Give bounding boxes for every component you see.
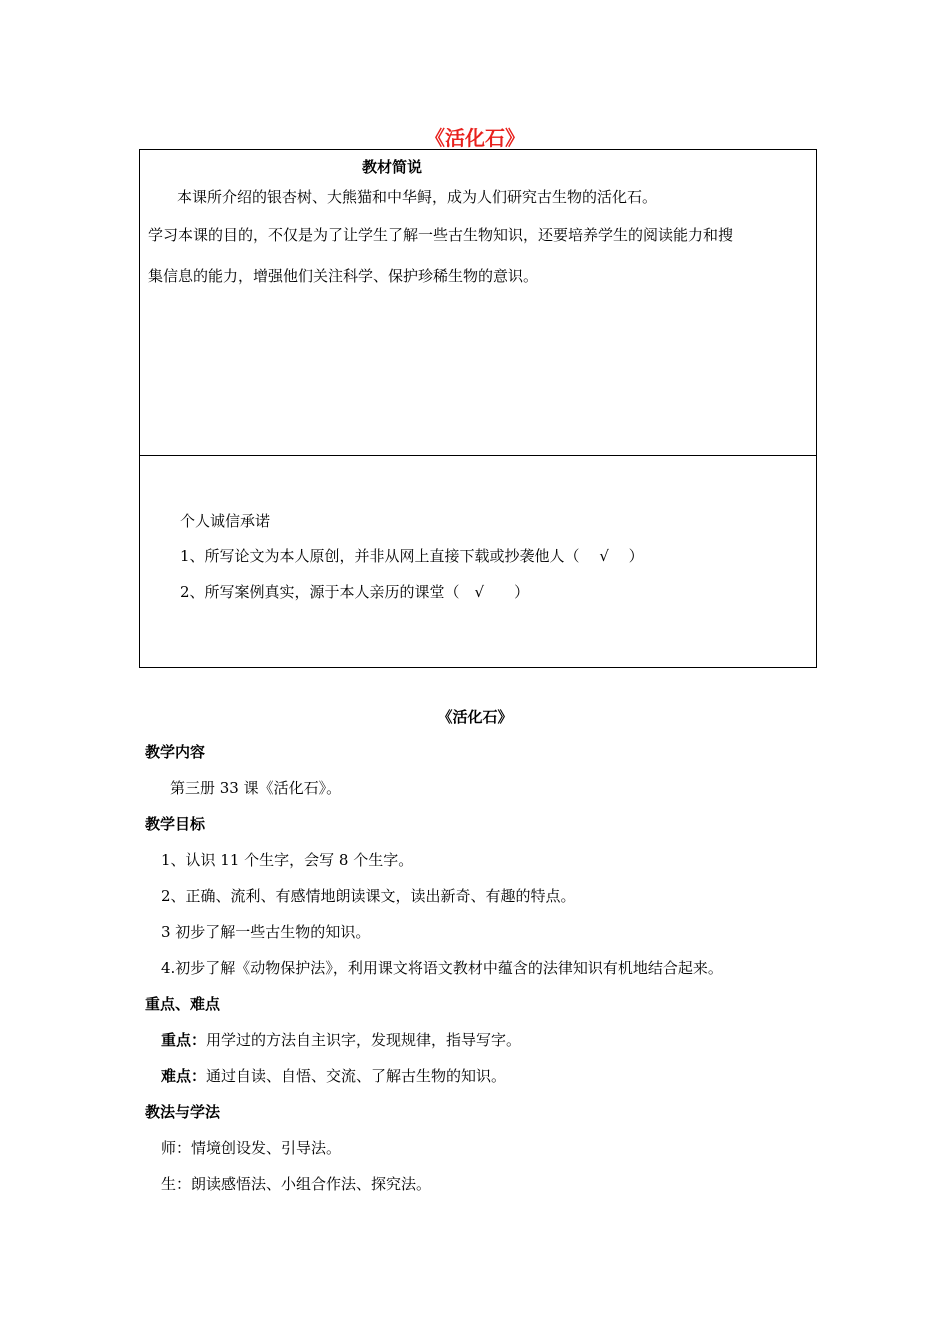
summary-paragraph-2-line-2: 集信息的能力，增强他们关注科学、保护珍稀生物的意识。: [148, 267, 539, 285]
textbook-summary-heading: 教材简说: [362, 158, 423, 176]
student-method: 生：朗读感悟法、小组合作法、探究法。: [161, 1175, 432, 1193]
teaching-content-heading: 教学内容: [145, 743, 206, 761]
key-point-label: 重点：: [161, 1031, 207, 1049]
summary-paragraph-2-line-1: 学习本课的目的，不仅是为了让学生了解一些古生物知识，还要培养学生的阅读能力和搜: [148, 226, 734, 244]
teaching-content-text: 第三册 33 课《活化石》。: [170, 779, 342, 797]
goal-item-3: 3 初步了解一些古生物的知识。: [161, 923, 371, 941]
methods-heading: 教法与学法: [145, 1103, 221, 1121]
difficulty-line: [161, 1065, 506, 1086]
difficulty-text: 通过自读、自悟、交流、了解古生物的知识。: [206, 1067, 507, 1085]
integrity-pledge-heading: 个人诚信承诺: [180, 512, 271, 530]
difficulty-label: 难点：: [161, 1067, 207, 1085]
summary-paragraph-1: 本课所介绍的银杏树、大熊猫和中华鲟，成为人们研究古生物的活化石。: [177, 188, 658, 206]
goal-item-4: 4.初步了解《动物保护法》，利用课文将语文教材中蕴含的法律知识有机地结合起来。: [161, 959, 723, 977]
key-difficulty-heading: 重点、难点: [145, 995, 221, 1013]
document-title: 《活化石》: [425, 126, 525, 150]
lesson-title: 《活化石》: [437, 708, 513, 726]
key-point-line: [161, 1029, 521, 1050]
pledge-item-1: 1、所写论文为本人原创，并非从网上直接下载或抄袭他人（ √ ）: [180, 547, 644, 565]
teaching-goals-heading: 教学目标: [145, 815, 206, 833]
teacher-method: 师：情境创设发、引导法。: [161, 1139, 342, 1157]
goal-item-1: 1、认识 11 个生字，会写 8 个生字。: [161, 851, 414, 869]
textbook-summary-box: [139, 149, 817, 456]
pledge-item-2: 2、所写案例真实，源于本人亲历的课堂（ √ ）: [180, 583, 530, 601]
integrity-pledge-box: [139, 455, 817, 668]
key-point-text: 用学过的方法自主识字，发现规律，指导写字。: [206, 1031, 522, 1049]
goal-item-2: 2、正确、流利、有感情地朗读课文，读出新奇、有趣的特点。: [161, 887, 576, 905]
